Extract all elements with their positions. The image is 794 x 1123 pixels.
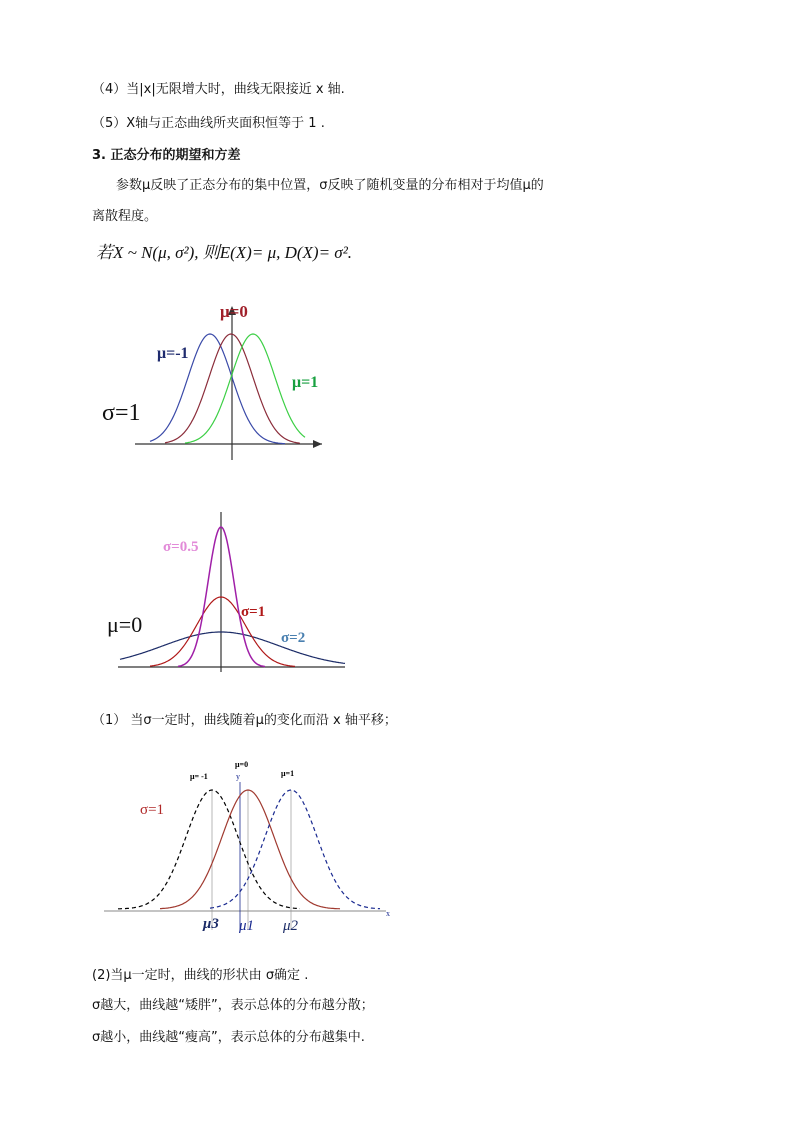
fig1-sigma-label: σ=1 (102, 400, 141, 426)
fig3-sigma-label: σ=1 (140, 802, 165, 818)
point-1: （1） 当σ一定时，曲线随着μ的变化而沿 x 轴平移； (92, 713, 397, 728)
paragraph-line-1: 参数μ反映了正态分布的集中位置，σ反映了随机变量的分布相对于均值μ的 (116, 178, 544, 193)
fig3-top-label-mu1: μ=1 (281, 769, 295, 778)
formula: 若X ~ N(μ, σ²), 则E(X)= μ, D(X)= σ². (96, 243, 353, 262)
section-3-title: 正态分布的期望和方差 (110, 148, 241, 163)
fig3-bottom-label-mu3: μ3 (203, 916, 219, 932)
fig3-curve-mu0 (160, 790, 340, 909)
fig3-top-label-mu0: μ=0 (235, 760, 249, 769)
fig2-mu-label: μ=0 (107, 612, 143, 637)
fig2-label-sigma-05: σ=0.5 (163, 539, 199, 555)
fig3-bottom-label-mu1: μ1 (239, 918, 255, 934)
fig1-label-mu-neg1: μ=-1 (157, 345, 189, 362)
fig1-label-mu0: μ=0 (220, 302, 248, 321)
fig3-y-axis-label: y (236, 772, 240, 781)
paragraph-line-2: 离散程度。 (92, 209, 158, 224)
point-4: σ越小，曲线越“瘦高”，表示总体的分布越集中. (92, 1030, 365, 1045)
fig3-curve-mu1 (210, 790, 380, 909)
section-3-number: 3. (92, 148, 106, 163)
item-5: （5）X轴与正态曲线所夹面积恒等于 1 . (92, 116, 325, 131)
fig2-label-sigma-2: σ=2 (281, 630, 306, 646)
point-2: (2)当μ一定时，曲线的形状由 σ确定 . (92, 968, 309, 983)
fig3-x-axis-label: x (386, 909, 390, 918)
fig3-top-label-mu-neg1: μ= -1 (190, 772, 208, 781)
point-3: σ越大，曲线越“矮胖”，表示总体的分布越分散； (92, 998, 374, 1013)
item-4: （4）当|x|无限增大时，曲线无限接近 x 轴. (92, 82, 345, 97)
fig2-label-sigma-1: σ=1 (241, 604, 266, 620)
fig3-bottom-label-mu2: μ2 (283, 918, 299, 934)
fig1-label-mu1: μ=1 (292, 374, 319, 391)
